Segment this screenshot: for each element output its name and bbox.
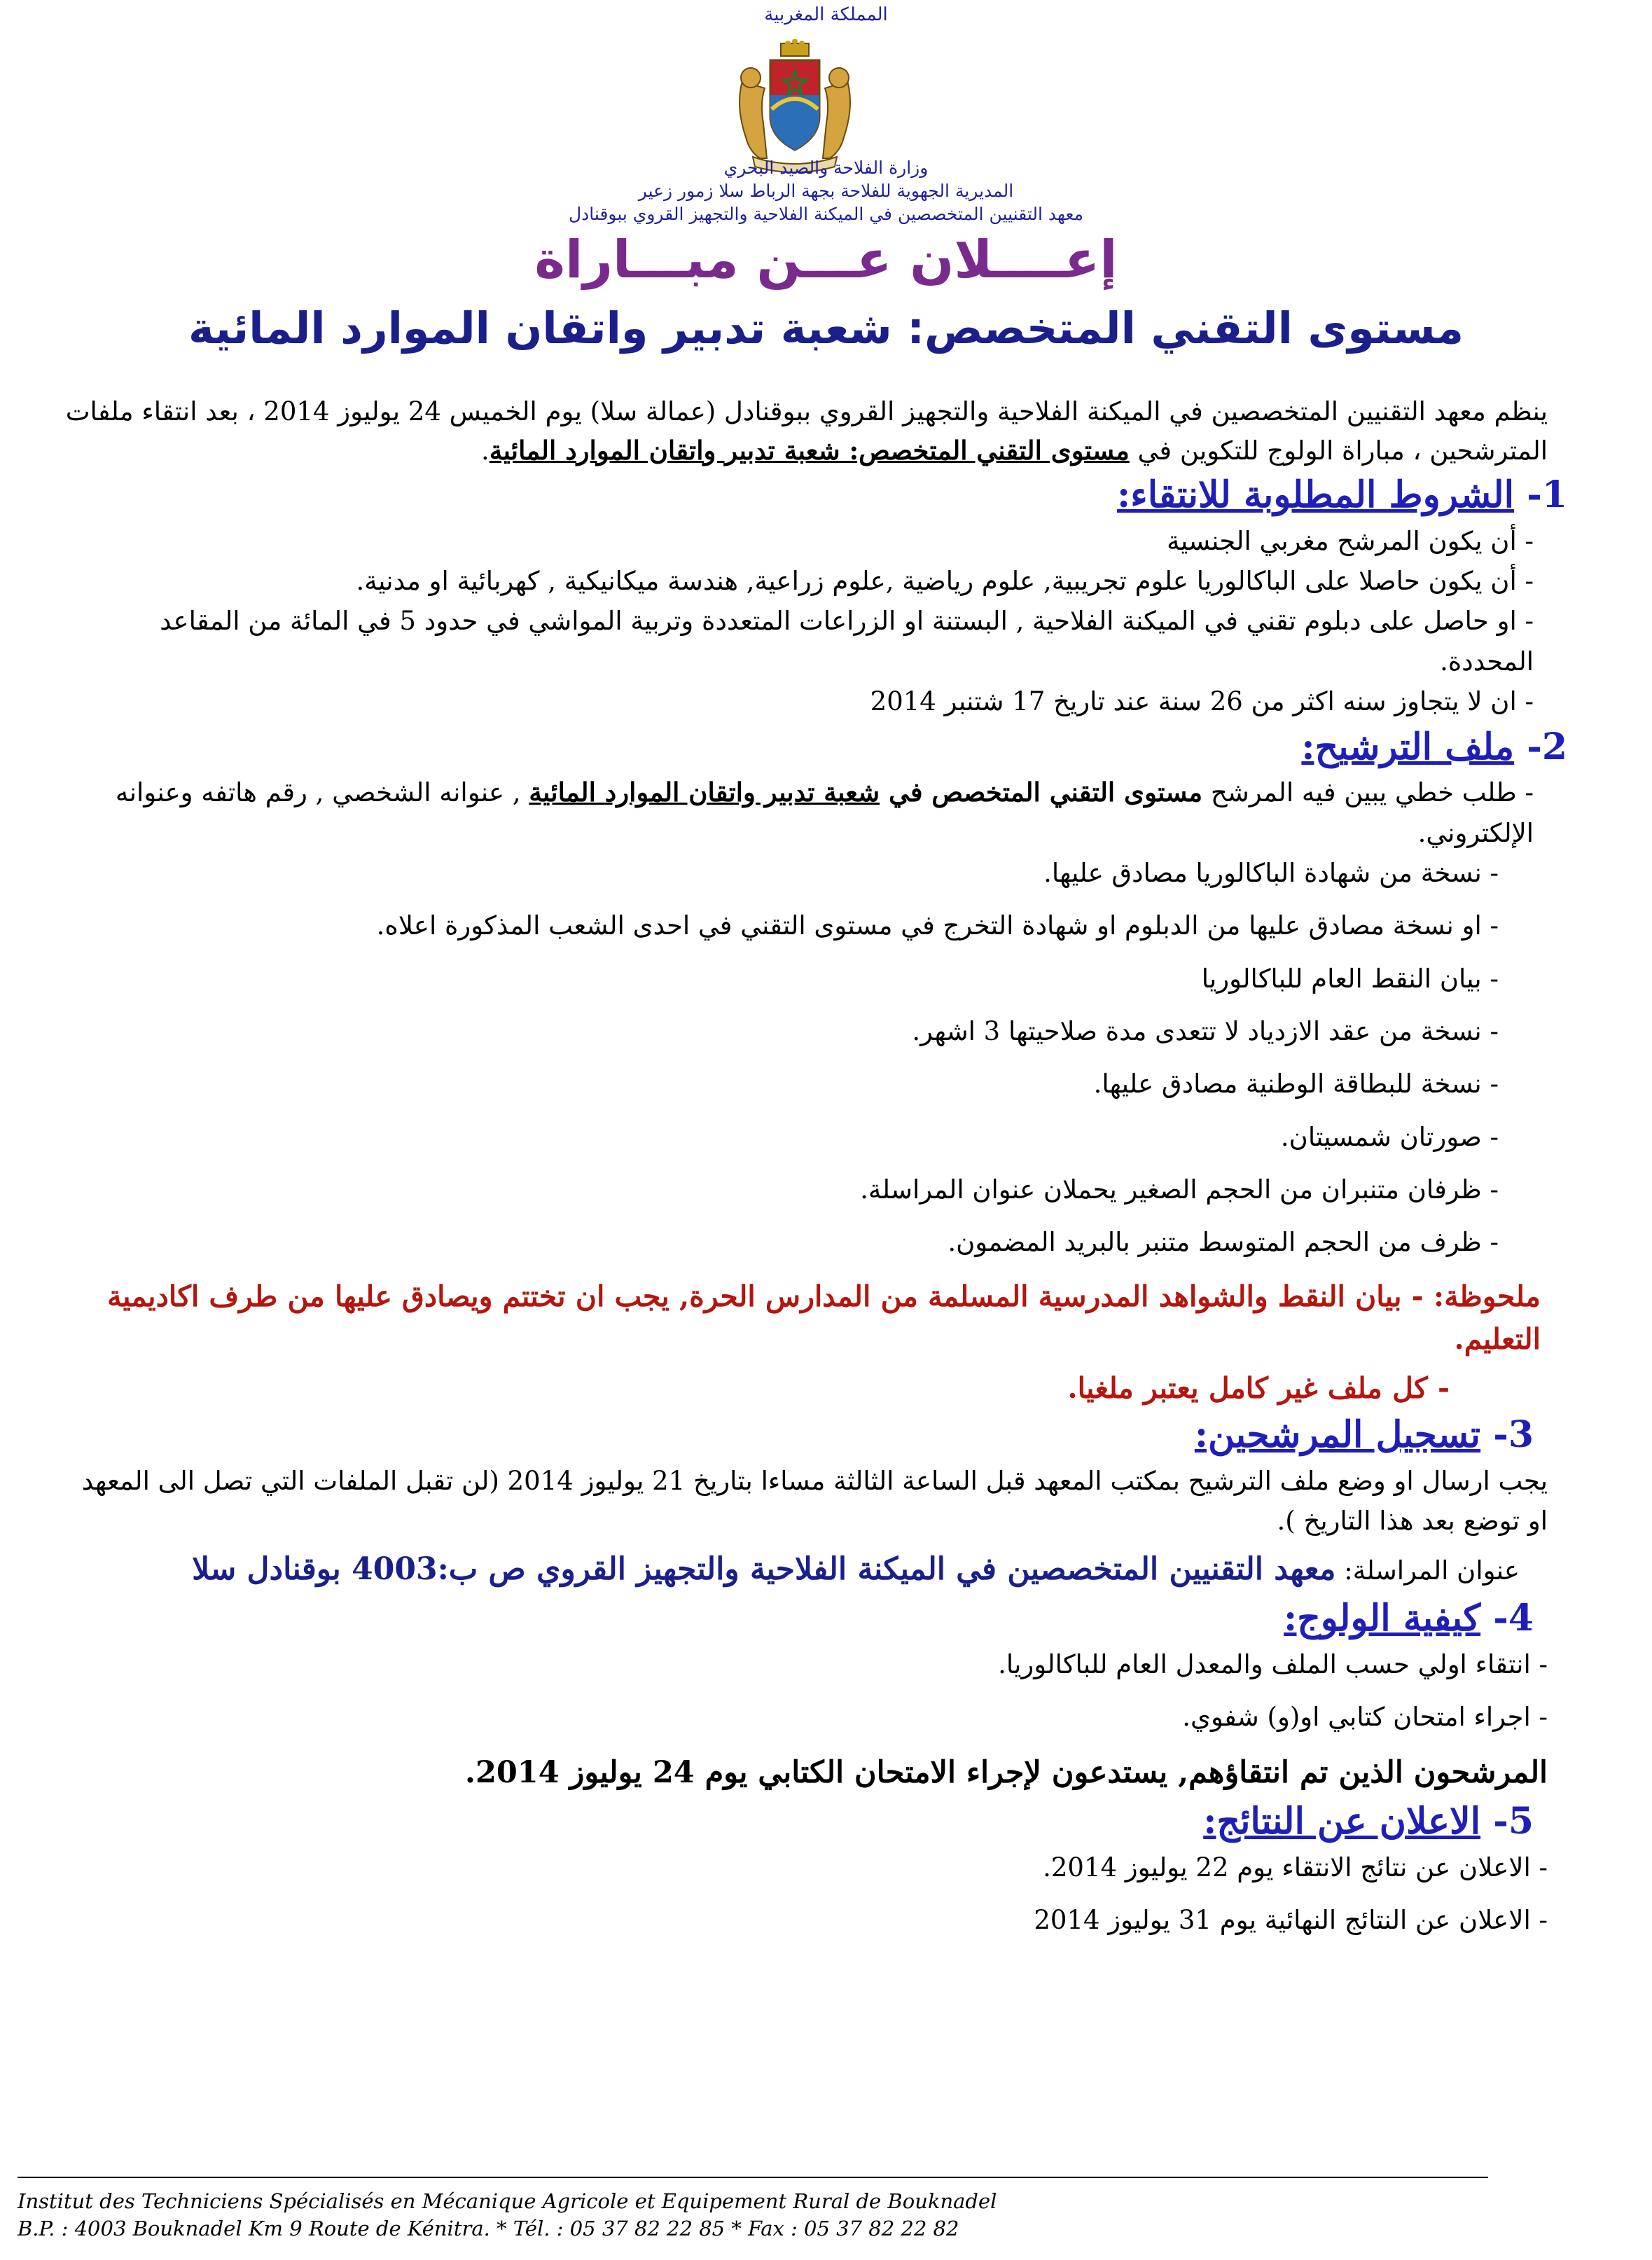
s2-item: - نسخة من شهادة الباكالوريا مصادق عليها. (1043, 858, 1499, 888)
section-5-title: الاعلان عن النتائج: (1203, 1800, 1481, 1843)
s3-address (63, 1546, 1520, 1593)
s1-item: - ان لا يتجاوز سنه اكثر من 26 سنة عند تاريخ 17 شتنبر 2014 (870, 686, 1534, 717)
section-2-number: 2- (1527, 725, 1567, 768)
ministry-label: وزارة الفلاحة والصيد البحري (723, 158, 929, 178)
s1-item: - أن يكون حاصلا على الباكالوريا علوم تجريبية, علوم رياضية ,علوم زراعية, هندسة ميكانيكية , كهربائية او مدنية. (356, 566, 1534, 597)
announcement-title: إعــــلان عـــن مبـــاراة (534, 230, 1118, 290)
s2-first-b: مستوى التقني المتخصص في (880, 777, 1203, 808)
section-5-heading (63, 1796, 1534, 1847)
footer (18, 2177, 1488, 2242)
s4-item: - اجراء امتحان كتابي او(و) شفوي. (1182, 1702, 1548, 1733)
section-3-heading (63, 1410, 1534, 1461)
section-5-number: 5- (1493, 1800, 1534, 1843)
s2-item: - بيان النقط العام للباكالوريا (1201, 963, 1499, 994)
intro-end: . (481, 435, 490, 466)
s2-item: - ظرفان متنبران من الحجم الصغير يحملان عنوان المراسلة. (860, 1174, 1499, 1205)
s4-item: - انتقاء اولي حسب الملف والمعدل العام للباكالوريا. (998, 1649, 1548, 1679)
section-4-title: كيفية الولوج: (1284, 1596, 1481, 1639)
section-3-number: 3- (1493, 1413, 1534, 1457)
section-1-heading (63, 470, 1567, 521)
written-exam-notice: المرشحون الذين تم انتقاؤهم, يستدعون لإجراء الامتحان الكتابي يوم 24 يوليوز 2014. (464, 1755, 1548, 1791)
s2-item: - نسخة من عقد الازدياد لا تتعدى مدة صلاحيتها 3 اشهر. (912, 1016, 1499, 1047)
announcement-subtitle: مستوى التقني المتخصص: شعبة تدبير واتقان الموارد المائية (188, 303, 1464, 354)
s3-text: يجب ارسال او وضع ملف الترشيح بمكتب المعهد قبل الساعة الثالثة مساءا بتاريخ 21 يوليوز 2014 (لن تقبل الملفات التي تصل الى المعهد او توضع بعد هذا التاريخ ). (81, 1466, 1548, 1537)
intro-paragraph (63, 392, 1548, 470)
s2-first-c: شعبة تدبير واتقان الموارد المائية (529, 777, 880, 808)
section-4-number: 4- (1493, 1596, 1534, 1639)
address-value: معهد التقنيين المتخصصين في الميكنة الفلاحية والتجهيز القروي ص ب:4003 بوقنادل سلا (192, 1551, 1336, 1587)
footer-institute: Institut des Techniciens Spécialisés en Mécanique Agricole et Equipement Rural de Bouknadel (18, 2189, 997, 2213)
section-2-heading (63, 722, 1567, 773)
regional-direction-label: المديرية الجهوية للفلاحة بجهة الرباط سلا زمور زعير (638, 181, 1014, 201)
section-4-heading (63, 1593, 1534, 1644)
incomplete-file-note: - كل ملف غير كامل يعتبر ملغيا. (1067, 1371, 1450, 1405)
section-3-title: تسجيل المرشحين: (1194, 1413, 1481, 1457)
announcement-body (63, 392, 1567, 1953)
section-1-number: 1- (1527, 473, 1567, 516)
note-paragraph: ملحوظة: - بيان النقط والشواهد المدرسية المسلمة من المدارس الحرة, يجب ان تختتم ويصادق عليها من طرف اكاديمية التعليم. (107, 1279, 1541, 1357)
kingdom-label: المملكة المغربية (764, 4, 888, 25)
intro-text: ينظم معهد التقنيين المتخصصين في الميكنة الفلاحية والتجهيز القروي ببوقنادل (عمالة سلا) يوم الخميس 24 يوليوز 2014 ، بعد انتقاء ملفات المترشحين ، مباراة الولوج للتكوين في (65, 396, 1548, 466)
s5-item: - الاعلان عن النتائج النهائية يوم 31 يوليوز 2014 (1034, 1905, 1548, 1936)
s2-first-a: - طلب خطي يبين فيه المرشح (1202, 777, 1534, 808)
address-label: عنوان المراسلة: (1335, 1555, 1520, 1586)
s1-item: - أن يكون المرشح مغربي الجنسية (1167, 525, 1534, 556)
institute-label: معهد التقنيين المتخصصين في الميكنة الفلاحية والتجهيز القروي ببوقنادل (569, 204, 1083, 224)
intro-highlight: مستوى التقني المتخصص: شعبة تدبير واتقان الموارد المائية (489, 434, 1130, 466)
s1-item: - او حاصل على دبلوم تقني في الميكنة الفلاحية , البستنة او الزراعات المتعددة وتربية المواشي في حدود 5 في المائة من المقاعد المحددة. (160, 606, 1534, 677)
s2-first-item (63, 772, 1534, 853)
section-1-title: الشروط المطلوبة للانتقاء: (1117, 473, 1515, 516)
section-2-title: ملف الترشيح: (1301, 725, 1515, 768)
s5-item: - الاعلان عن نتائج الانتقاء يوم 22 يوليوز 2014. (1043, 1852, 1548, 1883)
s2-item: - صورتان شمسيتان. (1280, 1121, 1499, 1152)
s2-first-d: , عنوانه الشخصي , رقم هاتفه وعنوانه الإلكتروني. (115, 777, 1534, 848)
s2-item: - ظرف من الحجم المتوسط متنبر بالبريد المضمون. (948, 1227, 1499, 1258)
moroccan-coat-of-arms-icon (728, 39, 861, 172)
s2-item: - او نسخة مصادق عليها من الدبلوم او شهادة التخرج في مستوى التقني في احدى الشعب المذكورة اعلاه. (376, 910, 1499, 941)
s2-item: - نسخة للبطاقة الوطنية مصادق عليها. (1093, 1069, 1499, 1100)
footer-contact: B.P. : 4003 Bouknadel Km 9 Route de Kénitra. * Tél. : 05 37 82 22 85 * Fax : 05 37 82 22 82 (18, 2217, 959, 2241)
